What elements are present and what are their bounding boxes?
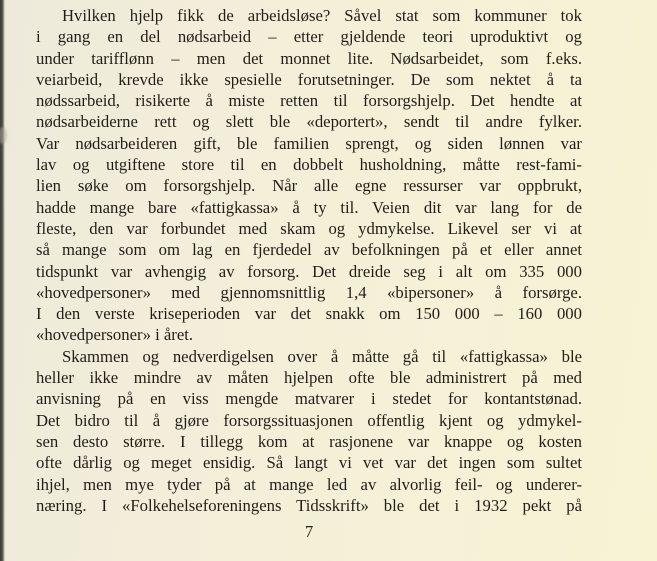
text-line: næring. I «Folkehelseforeningens Tidsskrift» ble det i 1932 pekt på: [36, 495, 582, 515]
text-line: I den verste kriseperioden var det snakk om 150 000 – 160 000: [36, 304, 582, 324]
paragraph: [36, 346, 582, 516]
text-line: Hvilken hjelp fikk de arbeidsløse? Såvel stat som kommuner tok: [62, 6, 582, 25]
text-line: ihjel, men mye tyder på at mange led av alvorlig feil- og underer-: [36, 474, 582, 494]
text-line: nødssarbeid, risikerte å miste retten til forsorgshjelp. Det hendte at: [36, 91, 582, 111]
page-number: 7: [304, 522, 314, 541]
text-line: ofte dårlig og meget ensidig. Så langt vi vet var det ingen som sultet: [36, 453, 582, 473]
text-line: «hovedpersoner» med gjennomsnittlig 1,4 «bipersoner» å forsørge.: [36, 282, 582, 302]
text-line: Det bidro til å gjøre forsorgssituasjonen offentlig kjent og ydmykel-: [36, 410, 582, 430]
text-line: Skammen og nedverdigelsen over å måtte gå til «fattigkassa» ble: [62, 346, 582, 366]
page-text: [36, 5, 582, 516]
text-line: «hovedpersoner» i året.: [36, 325, 194, 345]
text-line: i gang en del nødsarbeid – etter gjeldende teori uproduktivt og: [36, 27, 582, 47]
text-line: sen desto større. I tillegg kom at rasjonene var knappe og kosten: [36, 431, 582, 451]
text-line: nødsarbeiderne rett og slett ble «deportert», sendt til andre fylker.: [36, 112, 582, 132]
text-line: lav og utgiftene store til en dobbelt husholdning, måtte rest-fami-: [36, 155, 582, 175]
text-line: Var nødsarbeideren gift, ble familien sprengt, og siden lønnen var: [36, 133, 582, 153]
text-line: fleste, den var forbundet med skam og ydmykelse. Likevel ser vi at: [36, 218, 582, 238]
text-line: heller ikke mindre av måten hjelpen ofte ble administrert på med: [36, 368, 582, 388]
text-line: anvisning på en viss mengde matvarer i stedet for kontantstønad.: [36, 389, 582, 409]
scan-edge: [0, 0, 5, 561]
text-line: hadde mange bare «fattigkassa» å ty til. Veien dit var lang for de: [36, 197, 582, 217]
text-line: veiarbeid, krevde ikke spesielle forutsetninger. De som nektet å ta: [36, 69, 582, 89]
paragraph: [36, 5, 582, 346]
text-line: lien søke om forsorgshjelp. Når alle egne ressurser var oppbrukt,: [36, 176, 582, 196]
text-line: tidspunkt var avhengig av forsorg. Det dreide seg i alt om 335 000: [36, 261, 582, 281]
scan-artifact: [0, 127, 7, 144]
text-line: så mange som om lag en fjerdedel av befolkningen på et eller annet: [36, 240, 582, 260]
text-line: under tarifflønn – men det monnet lite. Nødsarbeidet, som f.eks.: [36, 48, 582, 68]
